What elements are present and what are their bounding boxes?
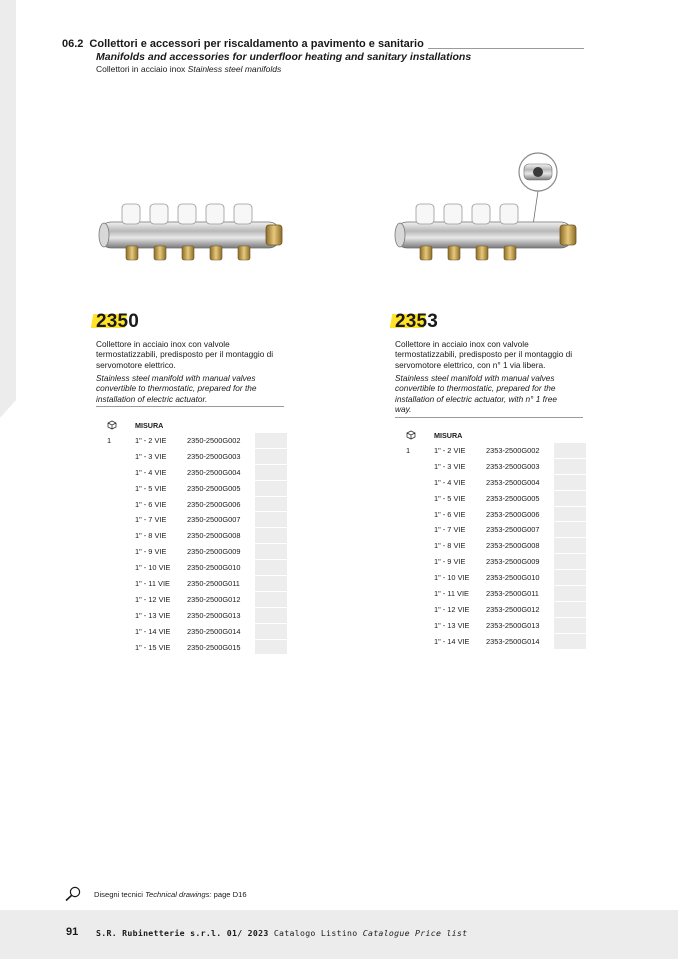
product-code-2353: 2353 — [395, 311, 438, 333]
price-cell — [255, 448, 287, 464]
size-cell: 1" - 8 VIE — [434, 541, 466, 551]
quantity-cell — [100, 607, 135, 623]
size-cell: 1" - 11 VIE — [434, 588, 469, 598]
size-cell: 1" - 2 VIE — [434, 446, 466, 456]
table-header-row — [100, 418, 287, 433]
table-row — [100, 528, 287, 544]
article-code-cell: 2353-2500G002 — [486, 446, 540, 456]
size-cell: 1" - 9 VIE — [434, 557, 466, 567]
price-cell — [554, 506, 586, 522]
table-row — [399, 617, 586, 633]
table-header-row — [399, 428, 586, 443]
table-row — [100, 496, 287, 512]
size-cell: 1" - 14 VIE — [434, 636, 470, 646]
manifold-2350-image — [96, 198, 286, 268]
separator-2353 — [395, 417, 583, 418]
table-row — [399, 490, 586, 506]
size-cell: 1" - 4 VIE — [434, 477, 466, 487]
column-header-misura: MISURA — [135, 421, 164, 430]
article-code-cell: 2353-2500G013 — [486, 620, 540, 630]
size-cell: 1" - 13 VIE — [434, 620, 470, 630]
price-cell — [255, 591, 287, 607]
size-cell: 1" - 9 VIE — [135, 547, 167, 557]
price-cell — [554, 570, 586, 586]
table-row — [100, 433, 287, 448]
note-label-en: Technical drawings: — [145, 889, 212, 899]
size-cell: 1" - 5 VIE — [434, 493, 466, 503]
price-cell — [554, 617, 586, 633]
edition: 01/ 2023 — [226, 928, 269, 938]
magnifier-icon — [64, 886, 82, 902]
size-cell: 1" - 11 VIE — [135, 578, 170, 588]
quantity-cell — [399, 474, 434, 490]
quantity-cell — [399, 586, 434, 602]
price-cell — [554, 474, 586, 490]
section-subtitle — [96, 64, 584, 74]
table-row — [100, 560, 287, 576]
spec-table-2353 — [399, 428, 586, 650]
size-cell: 1" - 6 VIE — [135, 499, 167, 509]
article-code-cell: 2350-2500G003 — [187, 451, 241, 461]
column-header-misura: MISURA — [434, 431, 463, 440]
article-code-cell: 2350-2500G015 — [187, 642, 241, 652]
article-code-cell: 2350-2500G014 — [187, 626, 241, 636]
page-footer — [0, 910, 678, 959]
size-cell: 1" - 13 VIE — [135, 610, 171, 620]
price-cell — [255, 433, 287, 448]
article-code-cell: 2353-2500G009 — [486, 557, 540, 567]
quantity-cell — [399, 633, 434, 649]
article-code-cell: 2353-2500G003 — [486, 461, 540, 471]
price-cell — [255, 576, 287, 592]
article-code-cell: 2353-2500G008 — [486, 541, 540, 551]
quantity-cell — [399, 506, 434, 522]
price-cell — [255, 560, 287, 576]
section-number: 06.2 — [62, 38, 84, 50]
size-cell: 1" - 15 VIE — [135, 642, 171, 652]
description-en-2353: Stainless steel manifold with manual valves convertible to thermostatic, prepared for the installation of electric actuator, with n° 1 free way. — [395, 373, 557, 414]
quantity-cell: 1 — [107, 436, 112, 446]
article-code-cell: 2353-2500G012 — [486, 604, 540, 614]
separator-2350 — [96, 406, 284, 407]
page-number: 91 — [66, 926, 79, 938]
price-cell — [255, 464, 287, 480]
quantity-cell — [100, 496, 135, 512]
quantity-cell — [100, 560, 135, 576]
table-row — [399, 474, 586, 490]
quantity-cell — [399, 538, 434, 554]
table-row — [399, 506, 586, 522]
quantity-cell — [399, 490, 434, 506]
table-row — [399, 554, 586, 570]
price-cell — [554, 633, 586, 649]
size-cell: 1" - 10 VIE — [135, 563, 171, 573]
table-row — [399, 538, 586, 554]
price-cell — [255, 544, 287, 560]
article-code-cell: 2353-2500G010 — [486, 573, 540, 583]
price-cell — [554, 522, 586, 538]
size-cell: 1" - 3 VIE — [434, 461, 466, 471]
quantity-cell — [100, 528, 135, 544]
description-it-2350: Collettore in acciaio inox con valvole termostatizzabili, predisposto per il montaggio di servomotore elettrico. — [96, 339, 274, 370]
article-code-cell: 2350-2500G008 — [187, 531, 241, 541]
table-row — [100, 607, 287, 623]
article-code-cell: 2350-2500G004 — [187, 467, 241, 477]
table-row — [100, 544, 287, 560]
price-cell — [255, 607, 287, 623]
quantity-cell — [100, 512, 135, 528]
price-cell — [554, 554, 586, 570]
article-code-cell: 2350-2500G013 — [187, 610, 241, 620]
quantity-cell — [100, 448, 135, 464]
section-title-it: Collettori e accessori per riscaldamento a pavimento e sanitario — [89, 38, 424, 50]
article-code-cell: 2350-2500G009 — [187, 547, 241, 557]
footer-line — [96, 928, 467, 938]
note-label-it: Disegni tecnici — [94, 889, 143, 899]
size-cell: 1" - 12 VIE — [434, 604, 470, 614]
subtitle-en: Stainless steel manifolds — [187, 64, 282, 74]
note-ref: page D16 — [213, 889, 247, 899]
quantity-cell — [399, 554, 434, 570]
article-code-cell: 2350-2500G006 — [187, 499, 241, 509]
price-cell — [255, 480, 287, 496]
price-cell — [554, 490, 586, 506]
quantity-cell — [399, 601, 434, 617]
size-cell: 1" - 6 VIE — [434, 509, 466, 519]
price-cell — [255, 623, 287, 639]
product-code-2350: 2350 — [96, 311, 139, 333]
article-code-cell: 2353-2500G006 — [486, 509, 540, 519]
quantity-cell — [100, 544, 135, 560]
size-cell: 1" - 12 VIE — [135, 594, 171, 604]
table-row — [399, 633, 586, 649]
catalog-it: Catalogo Listino — [273, 928, 358, 938]
price-cell — [255, 496, 287, 512]
table-row — [100, 623, 287, 639]
quantity-cell — [399, 617, 434, 633]
article-code-cell: 2350-2500G002 — [187, 436, 241, 446]
section-header — [62, 38, 584, 74]
table-row — [399, 443, 586, 458]
table-row — [100, 591, 287, 607]
article-code-cell: 2353-2500G014 — [486, 636, 540, 646]
table-row — [399, 522, 586, 538]
article-code-cell: 2350-2500G012 — [187, 594, 241, 604]
table-row — [399, 570, 586, 586]
quantity-cell — [399, 522, 434, 538]
quantity-cell: 1 — [406, 446, 411, 456]
size-cell: 1" - 4 VIE — [135, 467, 167, 477]
quantity-cell — [100, 576, 135, 592]
table-row — [399, 601, 586, 617]
quantity-cell — [100, 639, 135, 655]
article-code-cell: 2353-2500G004 — [486, 477, 540, 487]
article-code-cell: 2353-2500G007 — [486, 525, 540, 535]
quantity-cell — [100, 464, 135, 480]
article-code-cell: 2353-2500G011 — [486, 588, 539, 598]
table-row — [100, 480, 287, 496]
size-cell: 1" - 2 VIE — [135, 436, 167, 446]
price-cell — [255, 639, 287, 655]
price-cell — [255, 528, 287, 544]
price-cell — [554, 443, 586, 458]
quantity-cell — [399, 570, 434, 586]
article-code-cell: 2350-2500G010 — [187, 563, 241, 573]
article-code-cell: 2350-2500G007 — [187, 515, 241, 525]
left-margin-strip — [0, 0, 16, 418]
size-cell: 1" - 7 VIE — [135, 515, 167, 525]
title-rule — [428, 48, 584, 49]
description-it-2353: Collettore in acciaio inox con valvole termostatizzabili, predisposto per il montaggio di servomotore elettrico, con n° 1 via libera. — [395, 339, 573, 370]
size-cell: 1" - 8 VIE — [135, 531, 167, 541]
description-en-2350: Stainless steel manifold with manual valves convertible to thermostatic, prepared for the installation of electric actuator. — [96, 373, 257, 404]
article-code-cell: 2350-2500G011 — [187, 578, 240, 588]
quantity-cell — [100, 623, 135, 639]
size-cell: 1" - 7 VIE — [434, 525, 466, 535]
catalog-en: Catalogue Price list — [362, 928, 468, 938]
price-cell — [554, 601, 586, 617]
size-cell: 1" - 3 VIE — [135, 451, 167, 461]
subtitle-it: Collettori in acciaio inox — [96, 64, 186, 74]
table-row — [100, 512, 287, 528]
size-cell: 1" - 10 VIE — [434, 573, 470, 583]
article-code-cell: 2353-2500G005 — [486, 493, 540, 503]
package-icon — [100, 418, 135, 433]
table-row — [100, 464, 287, 480]
company-name: S.R. Rubinetterie s.r.l. — [96, 928, 222, 938]
quantity-cell — [100, 591, 135, 607]
manifold-2353-image — [392, 150, 582, 268]
size-cell: 1" - 5 VIE — [135, 483, 167, 493]
quantity-cell — [100, 480, 135, 496]
price-cell — [255, 512, 287, 528]
price-cell — [554, 458, 586, 474]
table-row — [100, 448, 287, 464]
size-cell: 1" - 14 VIE — [135, 626, 171, 636]
technical-drawings-note — [64, 886, 247, 902]
spec-table-2350 — [100, 418, 287, 655]
quantity-cell — [399, 458, 434, 474]
price-cell — [554, 538, 586, 554]
table-row — [399, 458, 586, 474]
section-title-en: Manifolds and accessories for underfloor heating and sanitary installations — [96, 51, 472, 63]
table-row — [100, 639, 287, 655]
article-code-cell: 2350-2500G005 — [187, 483, 241, 493]
package-icon — [399, 428, 434, 443]
price-cell — [554, 586, 586, 602]
table-row — [100, 576, 287, 592]
table-row — [399, 586, 586, 602]
